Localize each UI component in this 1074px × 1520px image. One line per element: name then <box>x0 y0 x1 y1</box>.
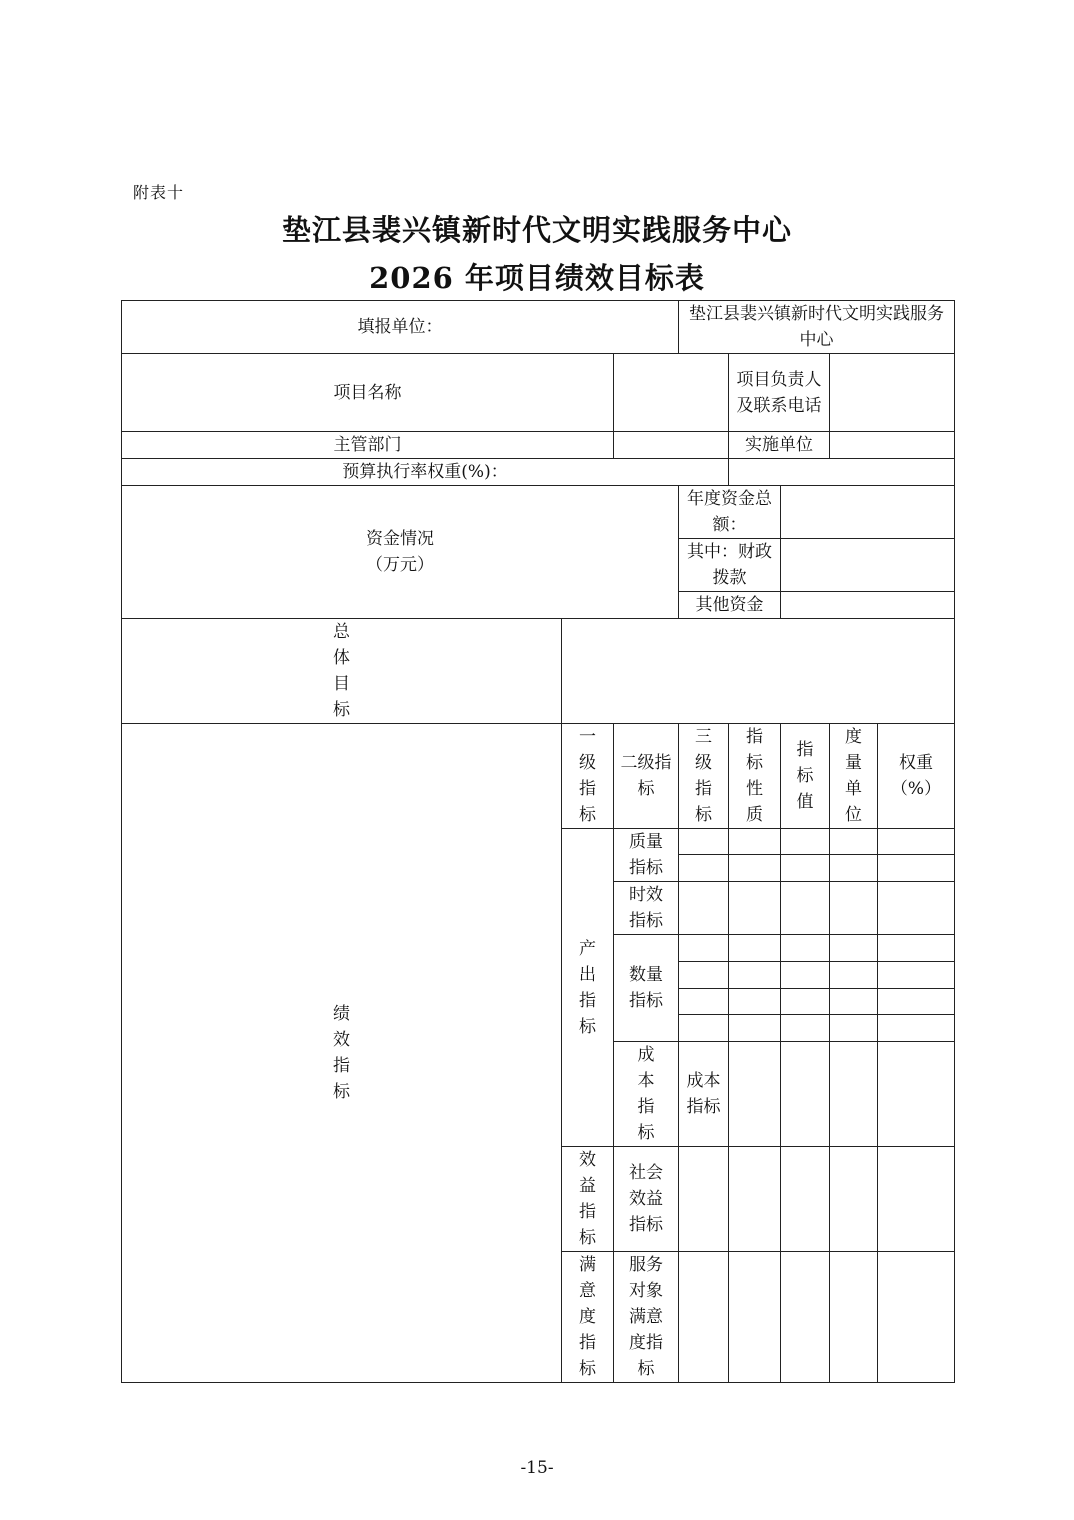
cell[interactable] <box>878 1147 955 1252</box>
header-unit: 度量单位 <box>830 724 878 829</box>
cell[interactable] <box>781 1252 830 1383</box>
contact-value[interactable] <box>830 354 955 432</box>
cell[interactable] <box>679 855 729 882</box>
annual-total-value[interactable] <box>781 486 955 539</box>
cell[interactable] <box>729 855 781 882</box>
cell[interactable] <box>830 882 878 935</box>
output-indicator: 产出指标 <box>562 829 614 1147</box>
cell[interactable] <box>679 1015 729 1042</box>
cell[interactable] <box>878 1015 955 1042</box>
cell[interactable] <box>729 1147 781 1252</box>
overall-goal-text: 总体目标 <box>333 622 350 720</box>
impl-unit-label: 实施单位 <box>729 432 830 459</box>
cell[interactable] <box>830 989 878 1015</box>
cell[interactable] <box>729 1015 781 1042</box>
cell[interactable] <box>729 882 781 935</box>
cell[interactable] <box>830 855 878 882</box>
cell[interactable] <box>781 855 830 882</box>
cell[interactable] <box>729 962 781 989</box>
cell[interactable] <box>729 989 781 1015</box>
cell[interactable] <box>781 1042 830 1147</box>
cell[interactable] <box>679 962 729 989</box>
cell[interactable] <box>729 829 781 855</box>
project-name-label: 项目名称 <box>122 354 614 432</box>
cell[interactable] <box>878 962 955 989</box>
fill-unit-label: 填报单位： <box>122 301 679 354</box>
dept-label: 主管部门 <box>122 432 614 459</box>
service-satisfaction-indicator: 服务对象满意度指标 <box>614 1252 679 1383</box>
cell[interactable] <box>781 935 830 962</box>
cell[interactable] <box>729 1042 781 1147</box>
quantity-indicator: 数量指标 <box>614 935 679 1042</box>
cell[interactable] <box>830 1015 878 1042</box>
cell[interactable] <box>781 829 830 855</box>
page-subtitle: 2026 年项目绩效目标表 <box>369 261 705 295</box>
cell[interactable] <box>830 962 878 989</box>
cell[interactable] <box>781 1147 830 1252</box>
cell[interactable] <box>878 829 955 855</box>
other-funds-label: 其他资金 <box>679 592 781 619</box>
cell[interactable] <box>679 989 729 1015</box>
header-level3: 三级指标 <box>679 724 729 829</box>
other-funds-value[interactable] <box>781 592 955 619</box>
contact-label: 项目负责人及联系电话 <box>729 354 830 432</box>
cost-indicator-l1: 成本指标 <box>614 1042 679 1147</box>
budget-rate-label: 预算执行率权重(%)： <box>122 459 729 486</box>
annex-label: 附表十 <box>133 183 185 202</box>
cell[interactable] <box>729 935 781 962</box>
overall-goal-label <box>122 619 562 724</box>
header-weight: 权重（%） <box>878 724 955 829</box>
project-name-value[interactable] <box>614 354 729 432</box>
cell[interactable] <box>781 989 830 1015</box>
timeliness-indicator: 时效指标 <box>614 882 679 935</box>
fiscal-value[interactable] <box>781 539 955 592</box>
cell[interactable] <box>830 1252 878 1383</box>
quality-indicator: 质量指标 <box>614 829 679 882</box>
funds-label <box>122 486 679 619</box>
cell[interactable] <box>679 829 729 855</box>
benefit-indicator-l1: 效益指标 <box>562 1147 614 1252</box>
cell[interactable] <box>781 962 830 989</box>
social-benefit-indicator: 社会效益指标 <box>614 1147 679 1252</box>
cell[interactable] <box>878 855 955 882</box>
header-level2: 二级指标 <box>614 724 679 829</box>
cell[interactable] <box>878 935 955 962</box>
header-nature: 指标性质 <box>729 724 781 829</box>
cell[interactable] <box>679 935 729 962</box>
cell[interactable] <box>878 989 955 1015</box>
funds-label-title: 资金情况 <box>366 529 434 549</box>
cell[interactable] <box>830 935 878 962</box>
cell[interactable] <box>679 882 729 935</box>
impl-unit-value[interactable] <box>830 432 955 459</box>
cell[interactable] <box>830 1042 878 1147</box>
budget-rate-value[interactable] <box>729 459 955 486</box>
header-value: 指标值 <box>781 724 830 829</box>
cell[interactable] <box>878 1042 955 1147</box>
cell[interactable] <box>830 829 878 855</box>
fill-unit-value: 垫江县裴兴镇新时代文明实践服务中心 <box>679 301 955 354</box>
overall-goal-value[interactable] <box>562 619 955 724</box>
cell[interactable] <box>679 1252 729 1383</box>
satisfaction-indicator-l1: 满意度指标 <box>562 1252 614 1383</box>
page-number: -15- <box>520 1458 554 1478</box>
funds-label-unit: （万元） <box>366 555 434 575</box>
cell[interactable] <box>679 1147 729 1252</box>
page-title: 垫江县裴兴镇新时代文明实践服务中心 <box>281 213 792 247</box>
cost-indicator-l2: 成本指标 <box>679 1042 729 1147</box>
perf-label-cell <box>122 724 562 1383</box>
performance-target-form <box>121 300 955 1383</box>
cell[interactable] <box>729 1252 781 1383</box>
cell[interactable] <box>830 1147 878 1252</box>
cell[interactable] <box>878 882 955 935</box>
cell[interactable] <box>781 882 830 935</box>
perf-label-text: 绩效指标 <box>333 1004 350 1102</box>
header-level1: 一级指标 <box>562 724 614 829</box>
cell[interactable] <box>781 1015 830 1042</box>
annual-total-label: 年度资金总额： <box>679 486 781 539</box>
dept-value[interactable] <box>614 432 729 459</box>
fiscal-label: 其中：财政拨款 <box>679 539 781 592</box>
cell[interactable] <box>878 1252 955 1383</box>
